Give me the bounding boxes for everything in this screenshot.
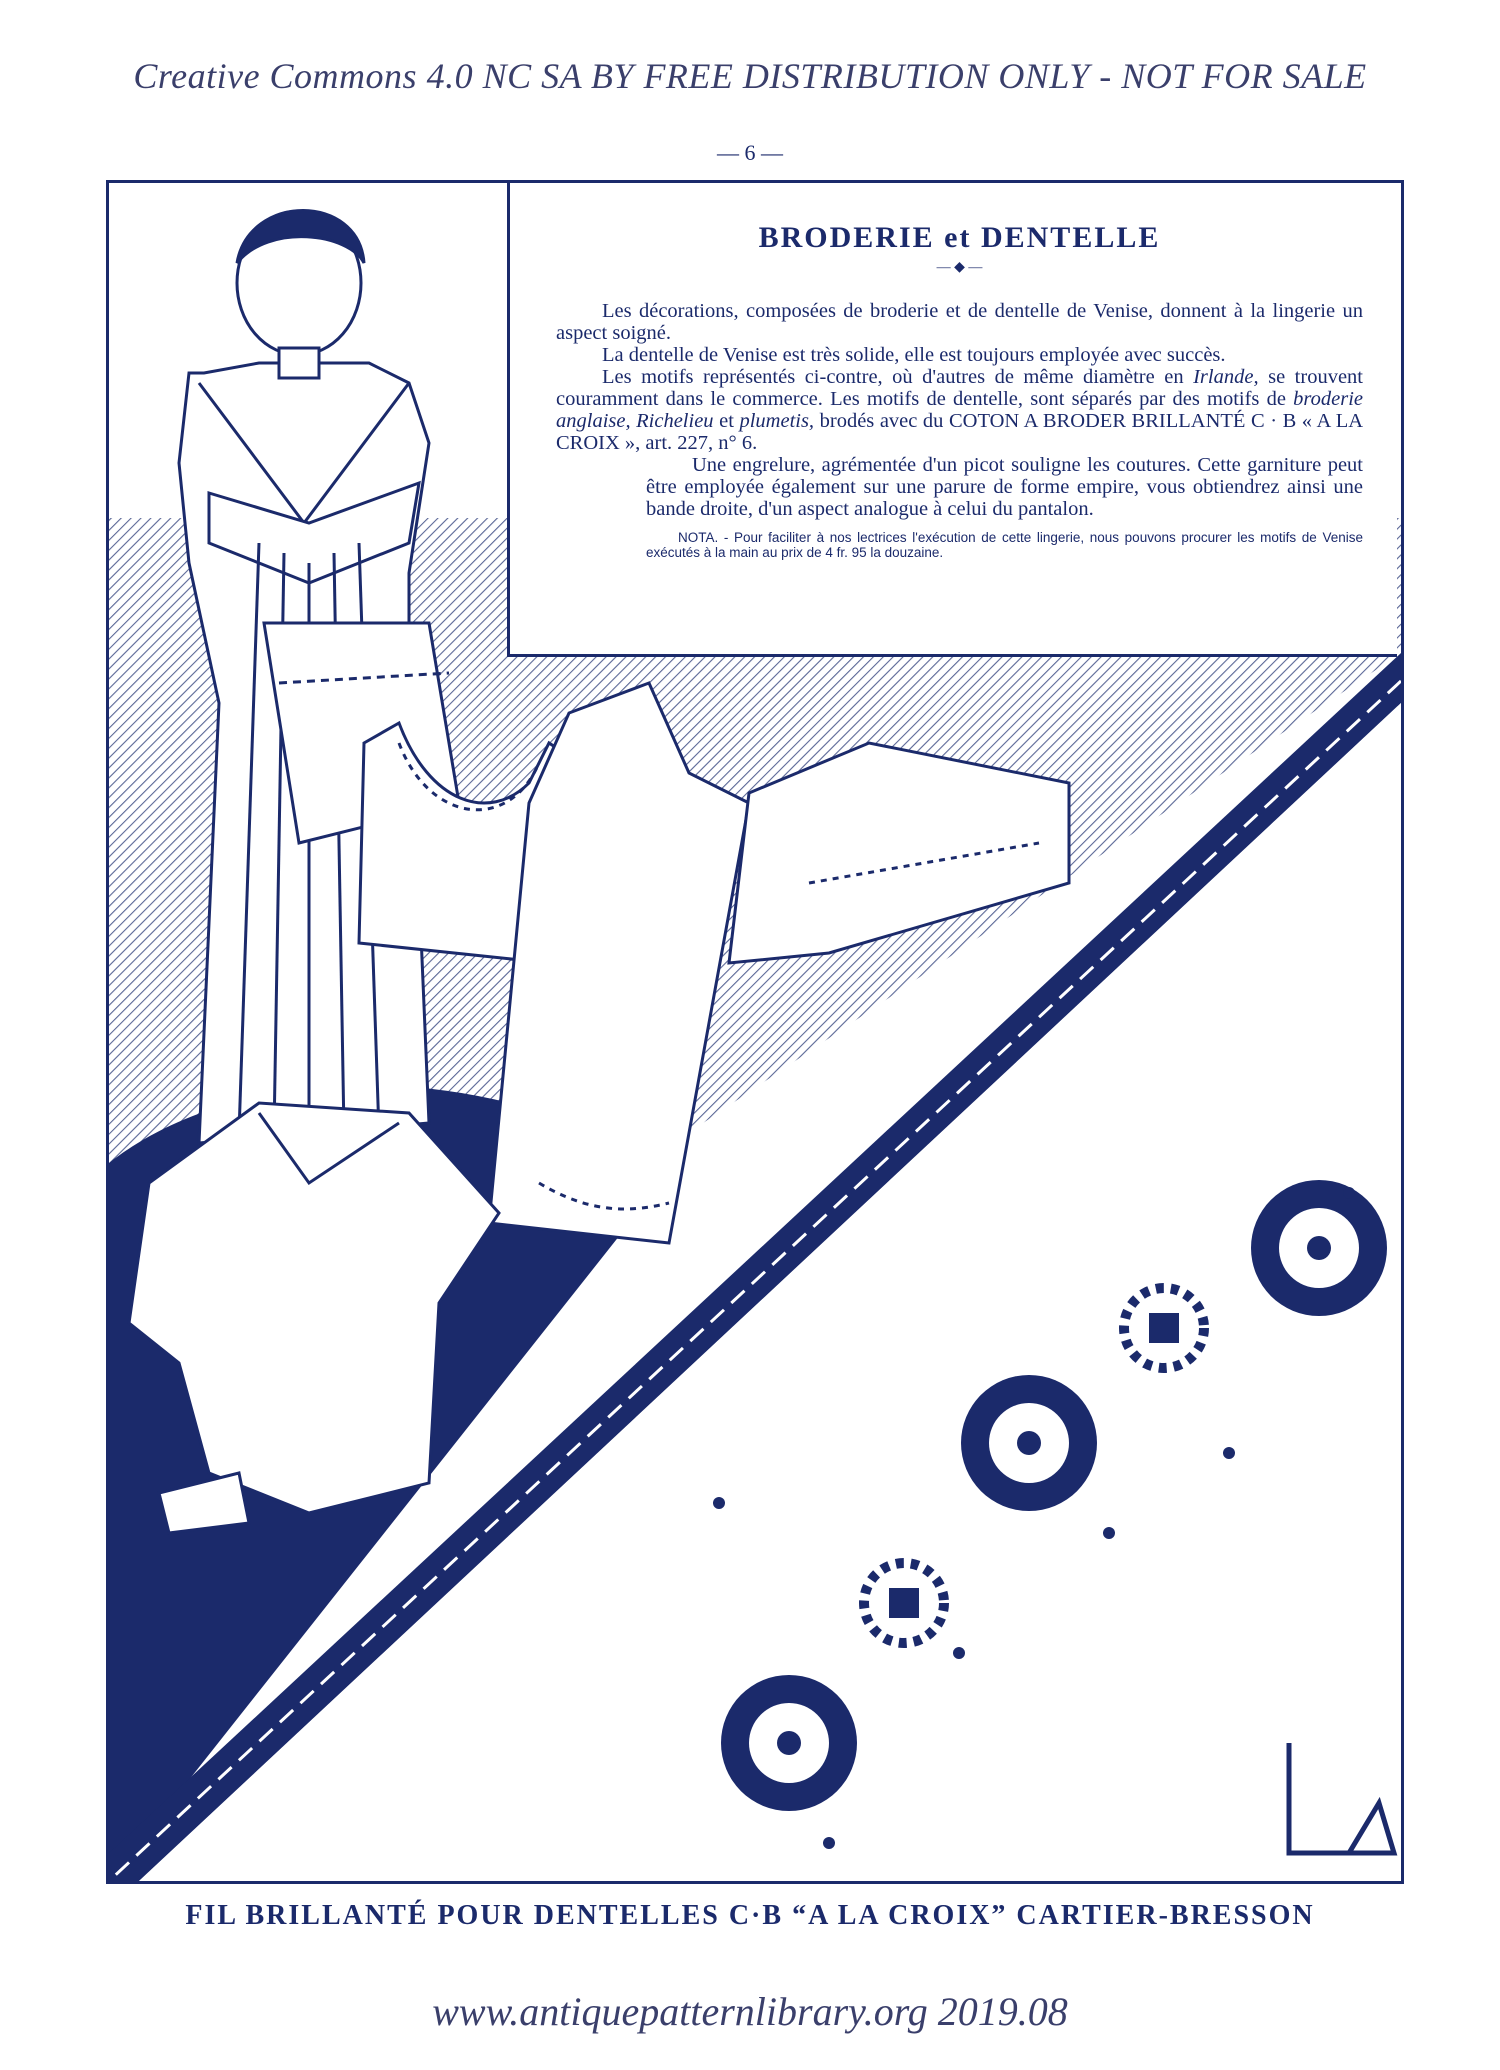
- nota: NOTA. - Pour faciliter à nos lectrices l'exécution de cette lingerie, nous pouvons procurer les motifs de Venise exécutés à la main au prix de 4 fr. 95 la douzaine.: [646, 530, 1363, 560]
- paragraph-3-part-b: se trouvent couramment dans le commerce. Les motifs de dentelle, sont séparés par des motifs de: [556, 366, 1363, 410]
- paragraph-4: Une engrelure, agrémentée d'un picot souligne les coutures. Cette garniture peut être employée également sur une parure de forme empire, vous obtiendrez ainsi une bande droite, d'un aspect analogue à celui du pantalon.: [646, 454, 1363, 520]
- article-textbox: [507, 183, 1397, 657]
- irlande-text: Irlande,: [1193, 366, 1259, 388]
- broderie-text: broderie anglaise, Richelieu: [556, 388, 1363, 432]
- plumetis-text: plumetis,: [739, 410, 815, 432]
- license-banner: Creative Commons 4.0 NC SA BY FREE DISTRIBUTION ONLY - NOT FOR SALE: [133, 56, 1367, 96]
- article-title: BRODERIE et DENTELLE: [758, 221, 1161, 254]
- paragraph-1: Les décorations, composées de broderie et de dentelle de Venise, donnent à la lingerie un aspect soigné.: [556, 300, 1363, 344]
- brand-footer: FIL BRILLANTÉ POUR DENTELLES C·B “A LA CROIX” CARTIER-BRESSON: [185, 1900, 1315, 1931]
- paragraph-3-et: et: [713, 410, 740, 432]
- library-url[interactable]: www.antiquepatternlibrary.org 2019.08: [432, 1989, 1068, 2034]
- paragraph-2: La dentelle de Venise est très solide, elle est toujours employée avec succès.: [602, 344, 1226, 366]
- paragraph-3-part-c: brodés avec du COTON A BRODER BRILLANTÉ C · B « A LA CROIX », art. 227, n° 6.: [556, 410, 1364, 454]
- paragraph-3-part-a: Les motifs représentés ci-contre, où d'autres de même diamètre en: [602, 366, 1194, 388]
- page-number: — 6 —: [717, 140, 783, 165]
- illustration-frame: [106, 180, 1404, 1884]
- title-ornament: — ◆ —: [936, 260, 983, 275]
- paragraph-3: [556, 366, 1363, 454]
